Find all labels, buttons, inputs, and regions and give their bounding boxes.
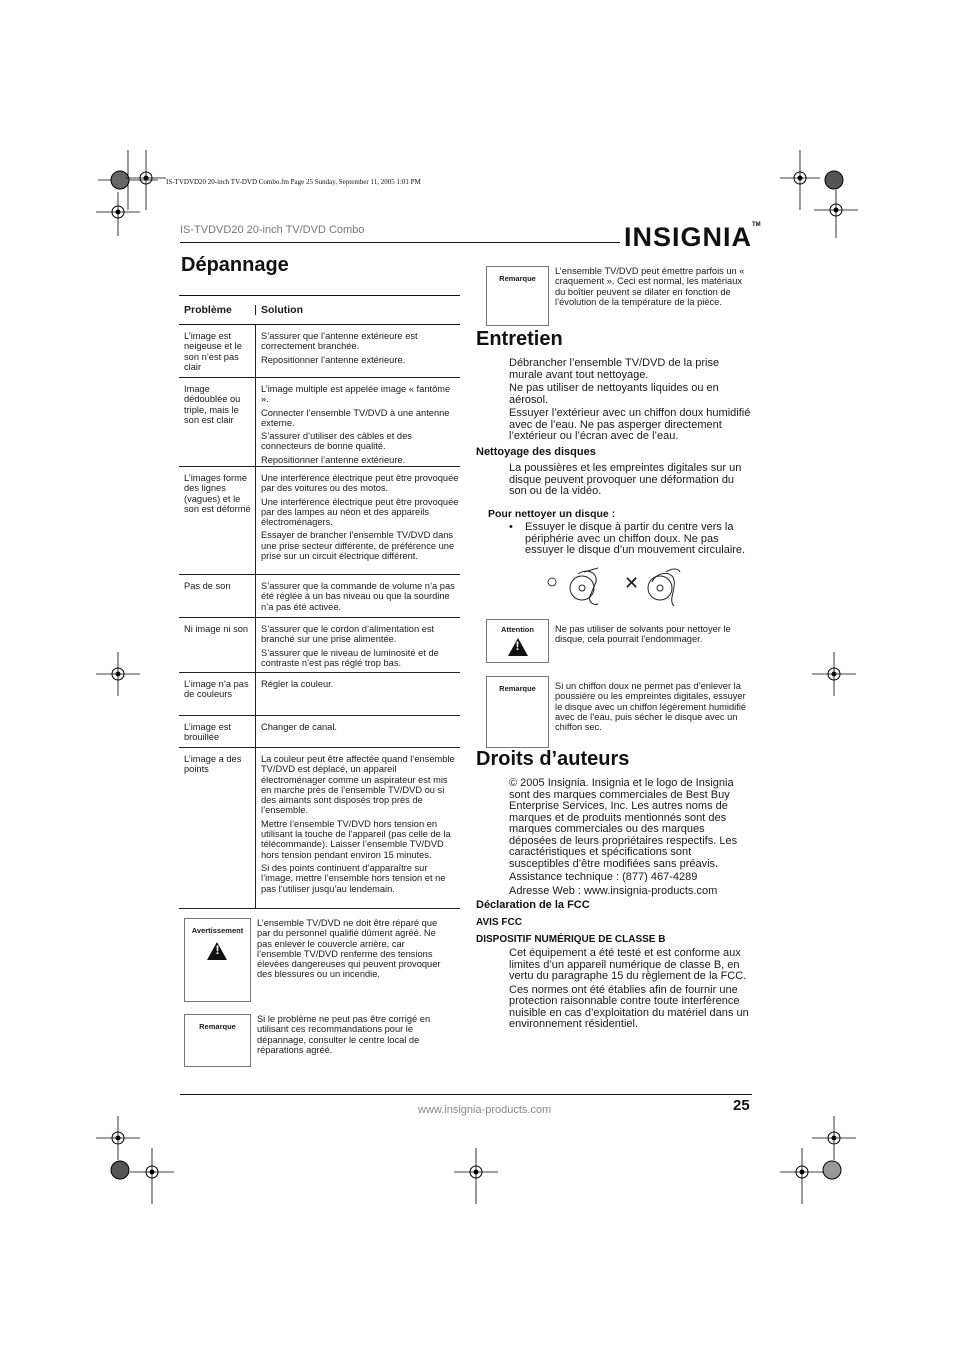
solution-cell [256,748,460,908]
solution-line: Changer de canal. [261,722,337,732]
solution-cell [256,618,460,672]
column-header-problem: Problème [179,305,256,315]
crosshair-icon [96,652,140,696]
solution-line: Une interférence électrique peut être provoquée par des voitures ou des motos. [261,473,459,494]
no-symbol: ✕ [624,573,640,593]
crosshair-icon [130,1148,174,1204]
paragraph: Essuyer l’extérieur avec un chiffon doux humidifié avec de l’eau. Ne pas asperger directement l’extérieur ou l’écran avec de l’eau. [509,407,751,442]
paragraph: Débrancher l’ensemble TV/DVD de la prise murale avant tout nettoyage. [509,357,720,381]
solution-cell [256,325,460,377]
table-row [179,673,460,716]
crosshair-icon [96,192,140,236]
solution-line: La couleur peut être affectée quand l’ensemble TV/DVD est déplacé, un appareil électroménager comme un aspirateur est mis en marche près de l’ensemble TV/DVD ou si des aimants sont disposés trop près de l’ensemble. [261,754,455,816]
paragraph: Ces normes ont été établies afin de fournir une protection raisonnable contre toute interférence nuisible en cas d’exploitation du matériel dans un environnement résidentiel. [509,983,749,1030]
disc-wipe-circular-icon [644,566,684,608]
remark-note [486,676,752,748]
paragraph: © 2005 Insignia. Insignia et le logo de Insignia sont des marques commerciales de Best Buy Enterprise Services, Inc. Les autres noms de marques et de produits mentionnés sont des marques commerciales ou des marques déposées de leurs propriétaires respectifs. Les caractéristiques et spécifications sont susceptibles d’être modifiées sans préavis. [509,777,738,870]
paragraph: Adresse Web : www.insignia-products.com [509,884,718,897]
problem-cell: L’image est neigeuse et le son n’est pas clair [179,325,256,377]
solution-line: Si des points continuent d’apparaître sur l’image, mettre l’ensemble hors tension et ne pas l’utiliser jusqu’au lendemain. [261,862,446,894]
solution-cell [256,467,460,574]
remark-note [486,266,752,326]
solution-line: Régler la couleur. [261,679,334,689]
solution-cell [256,673,460,715]
attention-label: Attention [501,625,534,634]
attention-note [486,619,752,663]
subheading-avis-fcc: AVIS FCC [476,917,522,928]
bullet-glyph: • [509,521,513,533]
registration-circle-icon [812,1150,856,1194]
crosshair-icon [814,190,858,238]
job-line: IS-TVDVD20 20-inch TV-DVD Combo.fm Page 25 Sunday, September 11, 2005 1:01 PM [166,178,421,186]
document-title: IS-TVDVD20 20-inch TV/DVD Combo [180,224,365,236]
solution-cell [256,378,460,466]
attention-label-box [486,619,549,663]
warning-note [184,918,449,1002]
table-row [179,618,460,673]
section-title-droits: Droits d’auteurs [476,748,630,770]
solution-line: Repositionner l’antenne extérieure. [261,454,406,465]
fcc-body [509,948,754,1033]
header-rule [180,242,620,243]
exclamation-glyph: ! [215,943,220,958]
crosshair-icon [812,652,856,696]
paragraph: Cet équipement a été testé et est conforme aux limites d’un appareil numérique de classe B, en vertu du paragraphe 15 du règlement de la FCC. [509,947,747,982]
subheading-fcc: Déclaration de la FCC [476,899,590,911]
solution-line: Repositionner l’antenne extérieure. [261,354,406,365]
remark-label-box: Remarque [486,676,549,748]
disques-text: La poussières et les empreintes digitales sur un disque peuvent provoquer une déformation du son ou de la vidéo. [509,462,742,497]
table-row [179,325,460,378]
ok-symbol: ○ [546,571,559,593]
table-row [179,748,460,909]
solution-line: S’assurer que la commande de volume n’a pas été réglée à un bas niveau ou que la sourdine n’a pas été activée. [261,581,455,612]
warning-label: Avertissement [191,926,244,935]
solution-line: Mettre l’ensemble TV/DVD hors tension en utilisant la touche de l’appareil (pas celle de la télécommande). Laisser l’ensemble TV/DVD hors tension pendant environ 15 minutes. [261,818,451,860]
paragraph: Ne pas utiliser de nettoyants liquides ou en aérosol. [509,382,719,406]
solution-line: S’assurer d’utiliser des câbles et des connecteurs de bonne qualité. [261,431,412,452]
problem-cell: Ni image ni son [179,618,256,672]
problem-cell: L’image n’a pas de couleurs [179,673,256,715]
solution-line: Essayer de brancher l’ensemble TV/DVD dans une prise secteur différente, de préférence une prise sur un circuit électrique différent. [261,530,455,562]
subheading-classe-b: DISPOSITIF NUMÉRIQUE DE CLASSE B [476,934,666,945]
bullet-text: Essuyer le disque à partir du centre vers la périphérie avec un chiffon doux. Ne pas essuyer le disque d’un mouvement circulaire. [525,521,746,556]
problem-cell: Pas de son [179,575,256,617]
solution-line: S’assurer que le cordon d’alimentation est branché sur une prise alimentée. [261,624,435,645]
remark-text: Si un chiffon doux ne permet pas d’enlever la poussière ou les empreintes digitales, essuyer le disque avec un chiffon légèrement humidifié avec de l’eau, puis sécher le disque avec un chiffon sec. [555,681,747,733]
table-row [179,716,460,748]
crosshair-icon [454,1148,498,1204]
warning-triangle-icon [508,638,528,656]
solution-cell [256,716,460,747]
problem-cell: Image dédoublée ou triple, mais le son est clair [179,378,256,466]
column-header-solution: Solution [261,303,303,316]
disc-wipe-radial-icon [568,566,604,608]
subheading-disques: Nettoyage des disques [476,446,596,458]
entretien-body [509,358,754,445]
solution-line: Connecter l’ensemble TV/DVD à une antenne externe. [261,407,450,428]
problem-cell: L’images forme des lignes (vagues) et le son est déformé [179,467,256,574]
solution-line: S’assurer que l’antenne extérieure est correctement branchée. [261,331,418,352]
page-number: 25 [733,1097,750,1114]
section-title-entretien: Entretien [476,328,563,350]
solution-line: S’assurer que le niveau de luminosité et de contraste n’est pas réglé trop bas. [261,647,439,668]
subheading-pour-nettoyer: Pour nettoyer un disque : [488,508,616,520]
logo-tm: TM [752,222,761,228]
warning-text: L’ensemble TV/DVD ne doit être réparé que par du personnel qualifié dûment agréé. Ne pas enlever le couvercle arrière, car l’ensemble TV/DVD renferme des tensions élevées dangereuses qui peuvent provoquer des blessures ou un incendie. [256,918,441,980]
table-header [179,295,460,325]
problem-cell: L’image est brouillée [179,716,256,747]
droits-body [509,778,754,899]
insignia-logo [624,222,761,253]
warning-label-box [184,918,251,1002]
table-row [179,378,460,467]
remark-text: L’ensemble TV/DVD peut émettre parfois un « craquement ». Ceci est normal, les matériaux du boîtier peuvent se dilater en fonction de l’évolution de la température de la pièce. [555,266,745,307]
solution-cell [256,575,460,617]
warning-triangle-icon [207,942,227,960]
table-row [179,467,460,575]
disc-cleaning-illustration [540,566,690,610]
exclamation-glyph: ! [515,639,520,654]
attention-text: Ne pas utiliser de solvants pour nettoyer le disque, cela pourrait l’endommager. [555,624,731,645]
section-title-depannage: Dépannage [181,254,289,276]
remark-note [184,1014,449,1067]
troubleshooting-table [179,295,460,909]
remark-text: Si le problème ne peut pas être corrigé en utilisant ces recommandations pour le dépannage, consulter le centre local de réparations agréé. [256,1014,431,1055]
remark-label-box: Remarque [486,266,549,326]
footer-rule [180,1094,752,1095]
footer-url: www.insignia-products.com [418,1104,552,1116]
logo-text: INSIGNIA [624,222,753,252]
remark-label-box: Remarque [184,1014,251,1067]
table-row [179,575,460,618]
solution-line: L’image multiple est appelée image « fantôme ». [261,384,451,405]
problem-cell: L’image a des points [179,748,256,908]
paragraph: Assistance technique : (877) 467-4289 [509,871,698,883]
solution-line: Une interférence électrique peut être provoquée par des lampes au néon et des appareils électroménagers. [261,496,459,528]
